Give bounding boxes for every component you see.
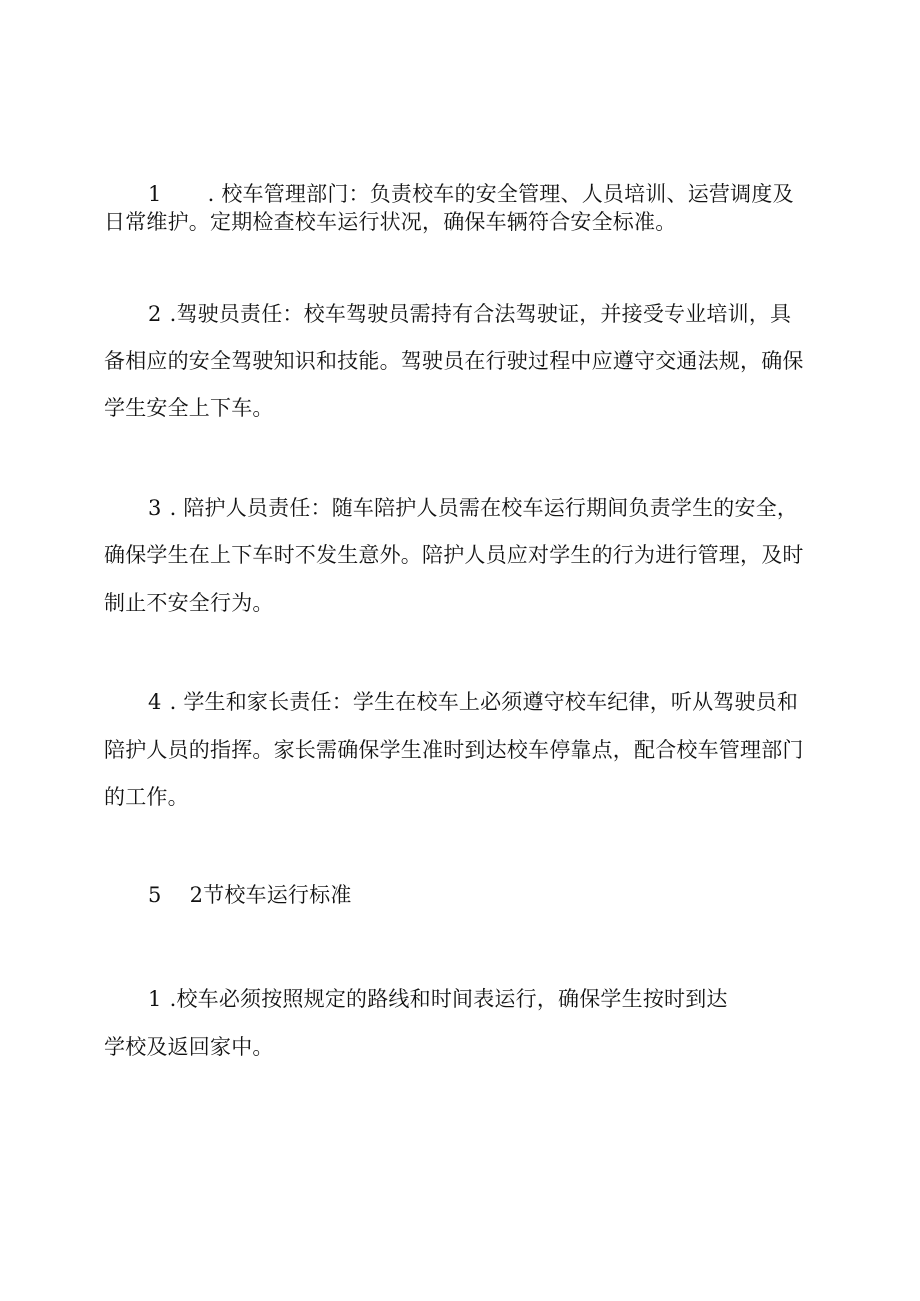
section-heading-number: 5: [148, 883, 162, 907]
item-6-line-2: [104, 1033, 820, 1061]
item-3-text-1: . 陪护人员责任：随车陪护人员需在校车运行期间负责学生的安全，: [169, 496, 799, 520]
item-3-text-3: 制止不安全行为。: [104, 591, 274, 615]
item-2-number: 2: [148, 302, 162, 326]
item-4-number: 4: [148, 690, 162, 714]
item-1-line-1: [148, 180, 820, 208]
item-4-line-3: [104, 783, 820, 811]
item-2-text-2: 备相应的安全驾驶知识和技能。驾驶员在行驶过程中应遵守交通法规，确保: [104, 349, 804, 373]
item-2-text-1: .驾驶员责任：校车驾驶员需持有合法驾驶证，并接受专业培训，具: [169, 302, 792, 326]
item-6-text-2: 学校及返回家中。: [104, 1035, 274, 1059]
item-1-number: 1: [148, 182, 162, 206]
item-4-line-2: [104, 736, 820, 764]
item-6-text-1: .校车必须按照规定的路线和时间表运行，确保学生按时到达: [169, 987, 728, 1011]
item-2-line-3: [104, 394, 820, 422]
item-4-line-1: [148, 688, 820, 716]
section-heading-text: 2节校车运行标准: [189, 883, 352, 907]
item-6-number: 1: [148, 987, 162, 1011]
item-3-number: 3: [148, 496, 162, 520]
item-1-text-1: . 校车管理部门：负责校车的安全管理、人员培训、运营调度及: [207, 182, 794, 206]
item-4-text-1: . 学生和家长责任：学生在校车上必须遵守校车纪律，听从驾驶员和: [169, 690, 799, 714]
item-2-line-1: [148, 300, 820, 328]
item-3-line-3: [104, 589, 820, 617]
item-4-text-3: 的工作。: [104, 785, 189, 809]
item-3-line-1: [148, 494, 820, 522]
item-2-line-2: [104, 347, 820, 375]
item-1-line-2: [104, 208, 820, 236]
section-heading-line: [148, 881, 820, 909]
item-3-line-2: [104, 541, 820, 569]
item-4-text-2: 陪护人员的指挥。家长需确保学生准时到达校车停靠点，配合校车管理部门: [104, 738, 804, 762]
item-3-text-2: 确保学生在上下车时不发生意外。陪护人员应对学生的行为进行管理，及时: [104, 543, 804, 567]
item-2-text-3: 学生安全上下车。: [104, 396, 274, 420]
item-6-line-1: [148, 985, 820, 1013]
item-1-text-2: 日常维护。定期检查校车运行状况，确保车辆符合安全标准。: [104, 210, 677, 234]
